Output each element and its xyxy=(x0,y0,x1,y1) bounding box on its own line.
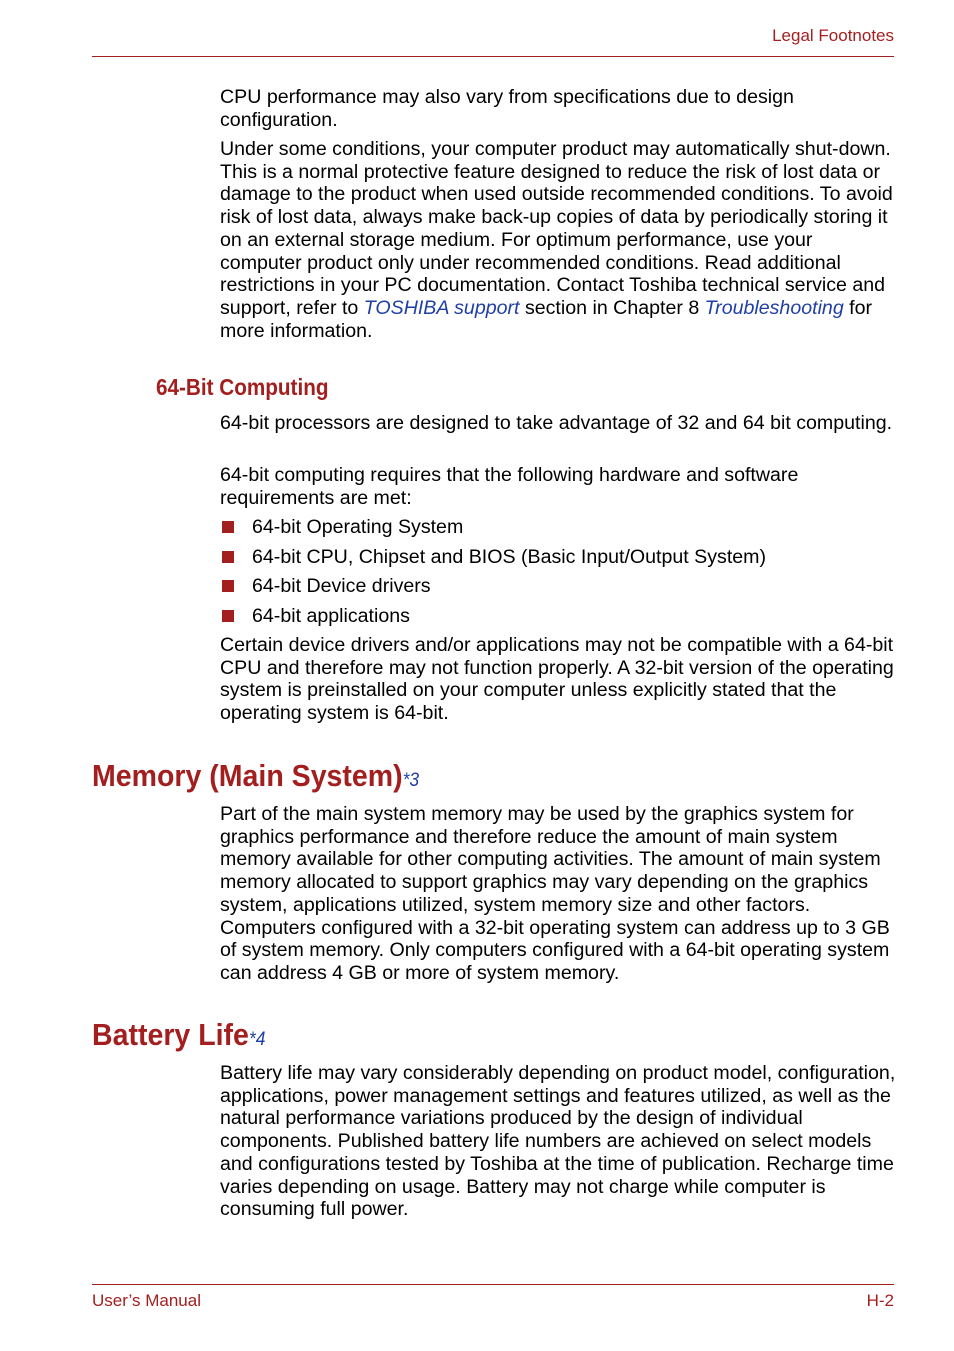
square-bullet-icon xyxy=(222,580,234,592)
list-item-text: 64-bit applications xyxy=(252,604,410,627)
cpu-text-b: section in Chapter 8 xyxy=(519,296,705,319)
footer-rule xyxy=(92,1284,894,1285)
toshiba-support-link[interactable]: TOSHIBA support xyxy=(363,296,520,319)
64bit-paragraph-1: 64-bit processors are designed to take advantage of 32 and 64 bit computing. xyxy=(220,412,893,434)
square-bullet-icon xyxy=(222,521,234,533)
list-item-text: 64-bit CPU, Chipset and BIOS (Basic Input/Output System) xyxy=(252,545,767,568)
square-bullet-icon xyxy=(222,610,234,622)
troubleshooting-link[interactable]: Troubleshooting xyxy=(704,296,844,319)
requirements-list xyxy=(220,516,896,634)
64bit-paragraph-2: 64-bit computing requires that the following hardware and software requirements are met: xyxy=(220,464,799,509)
battery-paragraph: Battery life may vary considerably depending on product model, configuration, applications, power management settings and features utilized, as well as the natural performance variations produced by the design of individual components. Published battery life numbers are achieved on select models and configurations tested by Toshiba at the time of publication. Recharge time varies depending on usage. Battery may not charge while computer is consuming full power. xyxy=(220,1062,896,1221)
section-heading-64bit: 64-Bit Computing xyxy=(156,374,329,400)
list-item xyxy=(220,605,896,635)
page-number: H-2 xyxy=(866,1291,894,1310)
header-rule xyxy=(92,56,894,57)
memory-paragraph: Part of the main system memory may be used by the graphics system for graphics performance and therefore reduce the amount of main system memory available for other computing activities. The amount of main system memory allocated to support graphics may vary depending on the graphics system, applications utilized, system memory size and other factors. Computers configured with a 32-bit operating system can address up to 3 GB of system memory. Only computers configured with a 64-bit operating system can address 4 GB or more of system memory. xyxy=(220,803,890,984)
cpu-paragraph-2 xyxy=(220,138,896,342)
cpu-paragraph-1: CPU performance may also vary from specifications due to design configuration. xyxy=(220,86,794,131)
cpu-text-a: Under some conditions, your computer product may automatically shut-down. This is a normal protective feature designed to reduce the risk of lost data or damage to the product when used outside recommended conditions. To avoid risk of lost data, always make back-up copies of data by periodically storing it on an external storage medium. For optimum performance, use your computer product only under recommended conditions. Read additional restrictions in your PC documentation. Contact Toshiba technical service and support, refer to xyxy=(220,138,893,319)
list-item xyxy=(220,546,896,576)
running-header: Legal Footnotes xyxy=(772,26,894,45)
cpu-text-c: for more information. xyxy=(220,296,873,342)
section-heading-memory xyxy=(92,758,419,794)
list-item xyxy=(220,575,896,605)
footnote-ref-4[interactable]: *4 xyxy=(248,1029,266,1050)
footnote-ref-3[interactable]: *3 xyxy=(402,770,420,791)
list-item xyxy=(220,516,896,546)
section-heading-battery xyxy=(92,1017,265,1053)
64bit-paragraph-3: Certain device drivers and/or applications may not be compatible with a 64-bit CPU and therefore may not function properly. A 32-bit version of the operating system is preinstalled on your computer unless explicitly stated that the operating system is 64-bit. xyxy=(220,634,894,725)
footer-manual-title: User’s Manual xyxy=(92,1291,201,1310)
memory-heading-text: Memory (Main System) xyxy=(92,758,403,793)
square-bullet-icon xyxy=(222,551,234,563)
battery-heading-text: Battery Life xyxy=(92,1017,249,1052)
list-item-text: 64-bit Device drivers xyxy=(252,575,431,598)
list-item-text: 64-bit Operating System xyxy=(252,516,464,538)
